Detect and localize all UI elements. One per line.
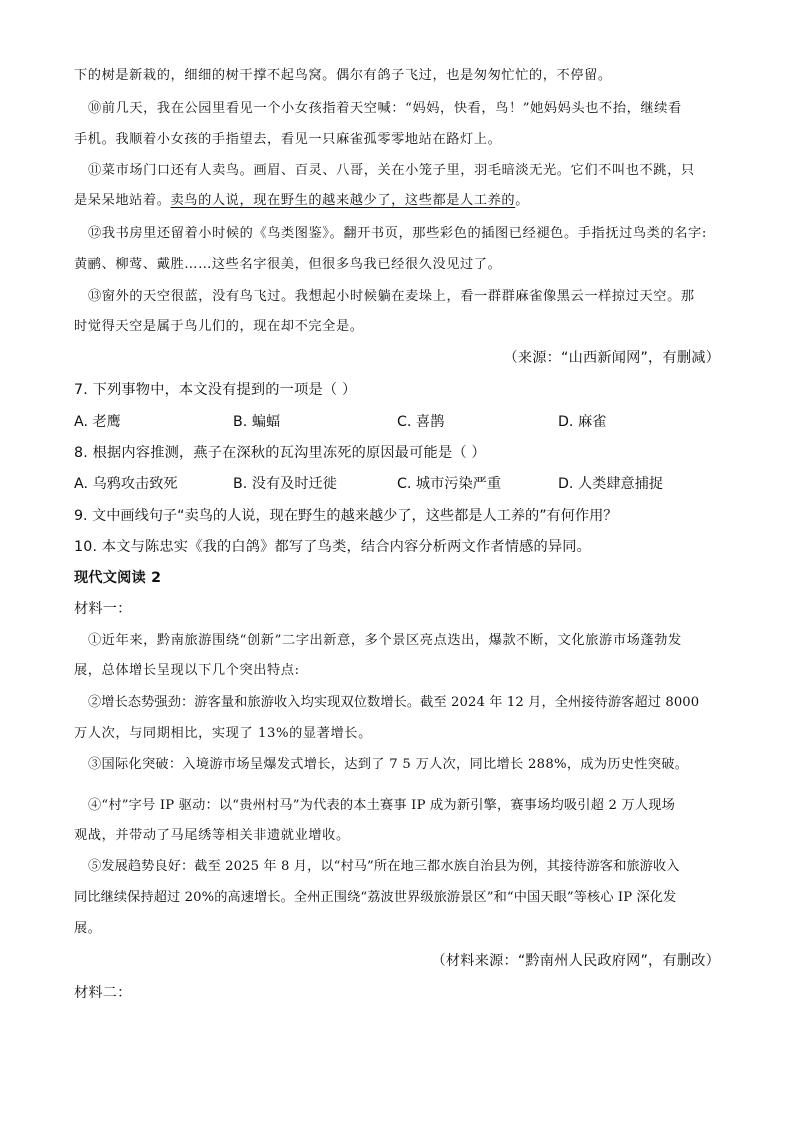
material-1-para-5-line2: 同比继续保持超过 20%的高速增长。全州正围绕“荔波世界级旅游景区”和“中国天眼”等核心 IP 深化发 — [74, 890, 677, 905]
material-2-label: 材料二： — [74, 985, 132, 1001]
paragraph-13-line2: 时觉得天空是属于鸟儿们的，现在却不完全是。 — [74, 319, 364, 334]
q7-option-a: A. 老鹰 — [74, 414, 121, 430]
q8-option-a: A. 乌鸦攻击致死 — [74, 476, 178, 492]
paragraph-11-plain: 是呆呆地站着。 — [74, 193, 171, 208]
q8-option-d: D. 人类肆意捕捉 — [558, 476, 664, 492]
paragraph-10-line1: ⑩前几天，我在公园里看见一个小女孩指着天空喊：“妈妈，快看，鸟！”她妈妈头也不抬，继续看 — [88, 101, 682, 116]
material-1-para-3: ③国际化突破：入境游市场呈爆发式增长，达到了 7 5 万人次，同比增长 288%，成为历史性突破。 — [88, 757, 689, 772]
question-9: 9. 文中画线句子“卖鸟的人说，现在野生的越来越少了，这些都是人工养的”有何作用？ — [74, 508, 618, 524]
paragraph-9-tail: 下的树是新栽的，细细的树干撑不起鸟窝。偶尔有鸽子飞过，也是匆匆忙忙的，不停留。 — [74, 68, 612, 83]
q7-option-d: D. 麻雀 — [558, 414, 607, 430]
paragraph-11-line1: ⑪菜市场门口还有人卖鸟。画眉、百灵、八哥，关在小笼子里，羽毛暗淡无光。它们不叫也不跳，只 — [88, 163, 695, 178]
paragraph-10-line2: 手机。我顺着小女孩的手指望去，看见一只麻雀孤零零地站在路灯上。 — [74, 132, 502, 147]
material-1-para-4-line1: ④“村”字号 IP 驱动：以“贵州村马”为代表的本土赛事 IP 成为新引擎，赛事场均吸引超 2 万人现场 — [88, 798, 676, 813]
question-10: 10. 本文与陈忠实《我的白鸽》都写了鸟类，结合内容分析两文作者情感的异同。 — [74, 539, 592, 555]
question-8: 8. 根据内容推测，燕子在深秋的瓦沟里冻死的原因最可能是（ ） — [74, 445, 486, 461]
material-1-para-4-line2: 观战，并带动了马尾绣等相关非遗就业增收。 — [74, 828, 350, 843]
paragraph-13-line1: ⑬窗外的天空很蓝，没有鸟飞过。我想起小时候躺在麦垛上，看一群群麻雀像黑云一样掠过天空。那 — [88, 289, 695, 304]
material-1-para-2-line2: 万人次，与同期相比，实现了 13%的显著增长。 — [74, 726, 372, 741]
paragraph-12-line2: 黄鹂、柳莺、戴胜……这些名字很美，但很多鸟我已经很久没见过了。 — [74, 257, 502, 272]
material-1-label: 材料一： — [74, 601, 132, 617]
underlined-sentence: 卖鸟的人说，现在野生的越来越少了，这些都是人工养的 — [170, 193, 516, 208]
material-1-para-1-line1: ①近年来，黔南旅游围绕“创新”二字出新意，多个景区亮点迭出，爆款不断，文化旅游市场蓬勃发 — [88, 633, 682, 648]
material-1-para-5-line1: ⑤发展趋势良好：截至 2025 年 8 月，以“村马”所在地三都水族自治县为例，其接待游客和旅游收入 — [88, 859, 680, 874]
material-1-para-2-line1: ②增长态势强劲：游客量和旅游收入均实现双位数增长。截至 2024 年 12 月，全州接待游客超过 8000 — [88, 695, 700, 710]
material-1-source: （材料来源：“黔南州人民政府网”，有删改） — [431, 953, 720, 969]
q7-option-c: C. 喜鹊 — [397, 414, 445, 430]
paragraph-11-end: 。 — [515, 193, 529, 208]
q7-option-b: B. 蝙蝠 — [233, 414, 281, 430]
material-1-para-5-line3: 展。 — [74, 921, 102, 936]
paragraph-12-line1: ⑫我书房里还留着小时候的《鸟类图鉴》。翻开书页，那些彩色的插图已经褪色。手指抚过鸟类的名字: — [88, 226, 707, 241]
passage-source: （来源：“山西新闻网”，有删减） — [503, 350, 720, 366]
section-heading: 现代文阅读 2 — [74, 570, 162, 586]
material-1-para-1-line2: 展，总体增长呈现以下几个突出特点: — [74, 663, 300, 678]
question-7: 7. 下列事物中，本文没有提到的一项是（ ） — [74, 382, 357, 398]
q8-option-b: B. 没有及时迁徙 — [233, 476, 337, 492]
q8-option-c: C. 城市污染严重 — [397, 476, 502, 492]
paragraph-11-line2 — [74, 192, 529, 210]
